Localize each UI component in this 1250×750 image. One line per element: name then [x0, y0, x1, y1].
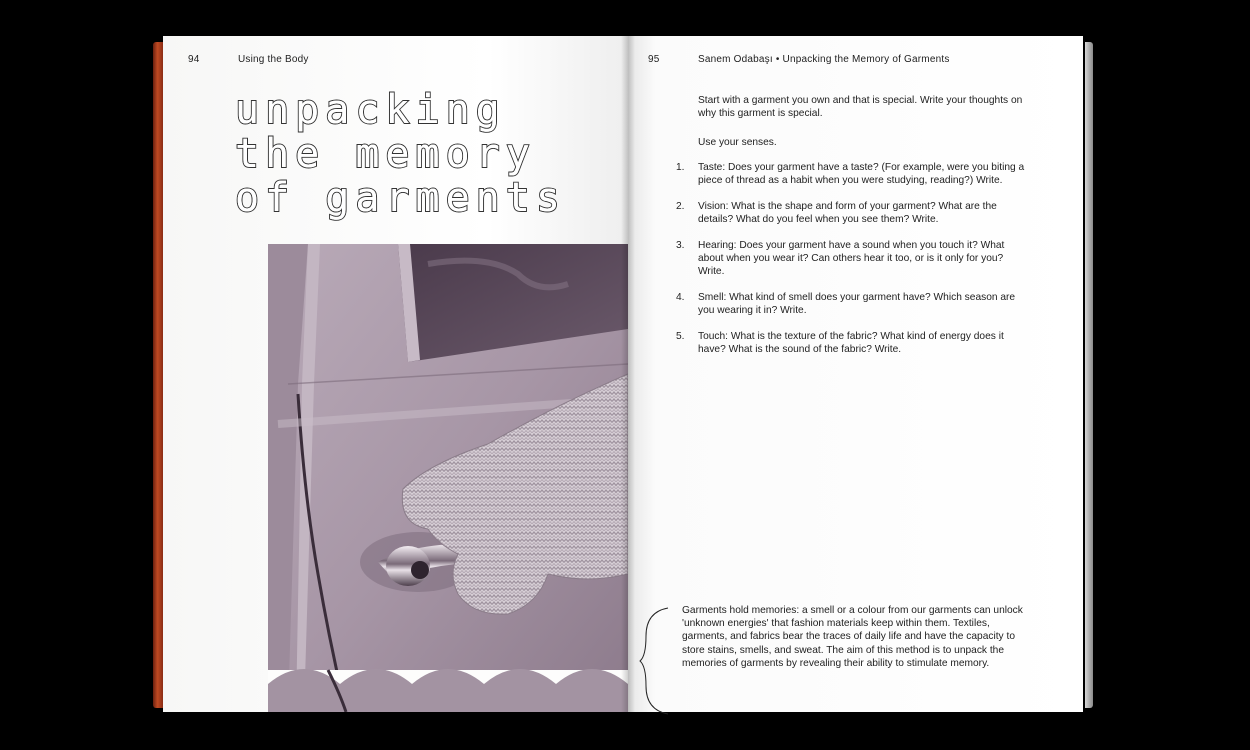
- list-item-number: 5.: [676, 331, 685, 342]
- intro-paragraph: Start with a garment you own and that is special. Write your thoughts on why this garment is special.: [698, 95, 1023, 119]
- running-head-left: Using the Body: [238, 54, 309, 65]
- list-item-number: 3.: [676, 240, 685, 251]
- book-edge-left: [153, 42, 163, 708]
- use-senses-line: Use your senses.: [698, 137, 777, 148]
- closing-paragraph: Garments hold memories: a smell or a colour from our garments can unlock 'unknown energies' that fashion materials keep within them. Textiles, garments, and fabrics bear the traces of daily life and have the capacity to store stains, smells, and sweat. The aim of this method is to unpack the memories of garments by revealing their ability to stimulate memory.: [682, 605, 1023, 669]
- list-item-text: Vision: What is the shape and form of your garment? What are the details? What do you feel when you see them? Write.: [698, 201, 997, 225]
- list-item-text: Taste: Does your garment have a taste? (For example, were you biting a piece of thread as a habit when you were studying, reading?) Write.: [698, 162, 1025, 186]
- running-head-right: Sanem Odabaşı • Unpacking the Memory of Garments: [698, 54, 950, 65]
- left-page: [163, 36, 628, 712]
- list-item: [676, 161, 1028, 187]
- book-gutter: [621, 36, 635, 712]
- gloved-hand-car-door-photo: [268, 244, 628, 712]
- list-item: [676, 239, 1028, 278]
- list-item: [676, 291, 1028, 317]
- title-line-2: the memory: [235, 131, 536, 177]
- senses-list: [676, 161, 1028, 369]
- book-edge-right: [1085, 42, 1093, 708]
- title-line-1: unpacking: [235, 87, 506, 133]
- list-item-text: Hearing: Does your garment have a sound when you touch it? What about when you wear it? Can others hear it too, or is it only for you? Write.: [698, 240, 1005, 277]
- right-page: [628, 36, 1083, 712]
- open-book: [153, 36, 1093, 712]
- page-number-right: 95: [648, 54, 660, 65]
- list-item: [676, 330, 1028, 356]
- chapter-title: [235, 88, 615, 220]
- title-line-3: of garments: [235, 175, 566, 221]
- curly-bracket-icon: [638, 606, 678, 716]
- list-item-text: Smell: What kind of smell does your garment have? Which season are you wearing it in? Write.: [698, 292, 1016, 316]
- list-item-text: Touch: What is the texture of the fabric? What kind of energy does it have? What is the sound of the fabric? Write.: [698, 331, 1004, 355]
- list-item-number: 2.: [676, 201, 685, 212]
- page-number-left: 94: [188, 54, 200, 65]
- list-item-number: 1.: [676, 162, 685, 173]
- list-item: [676, 200, 1028, 226]
- list-item-number: 4.: [676, 292, 685, 303]
